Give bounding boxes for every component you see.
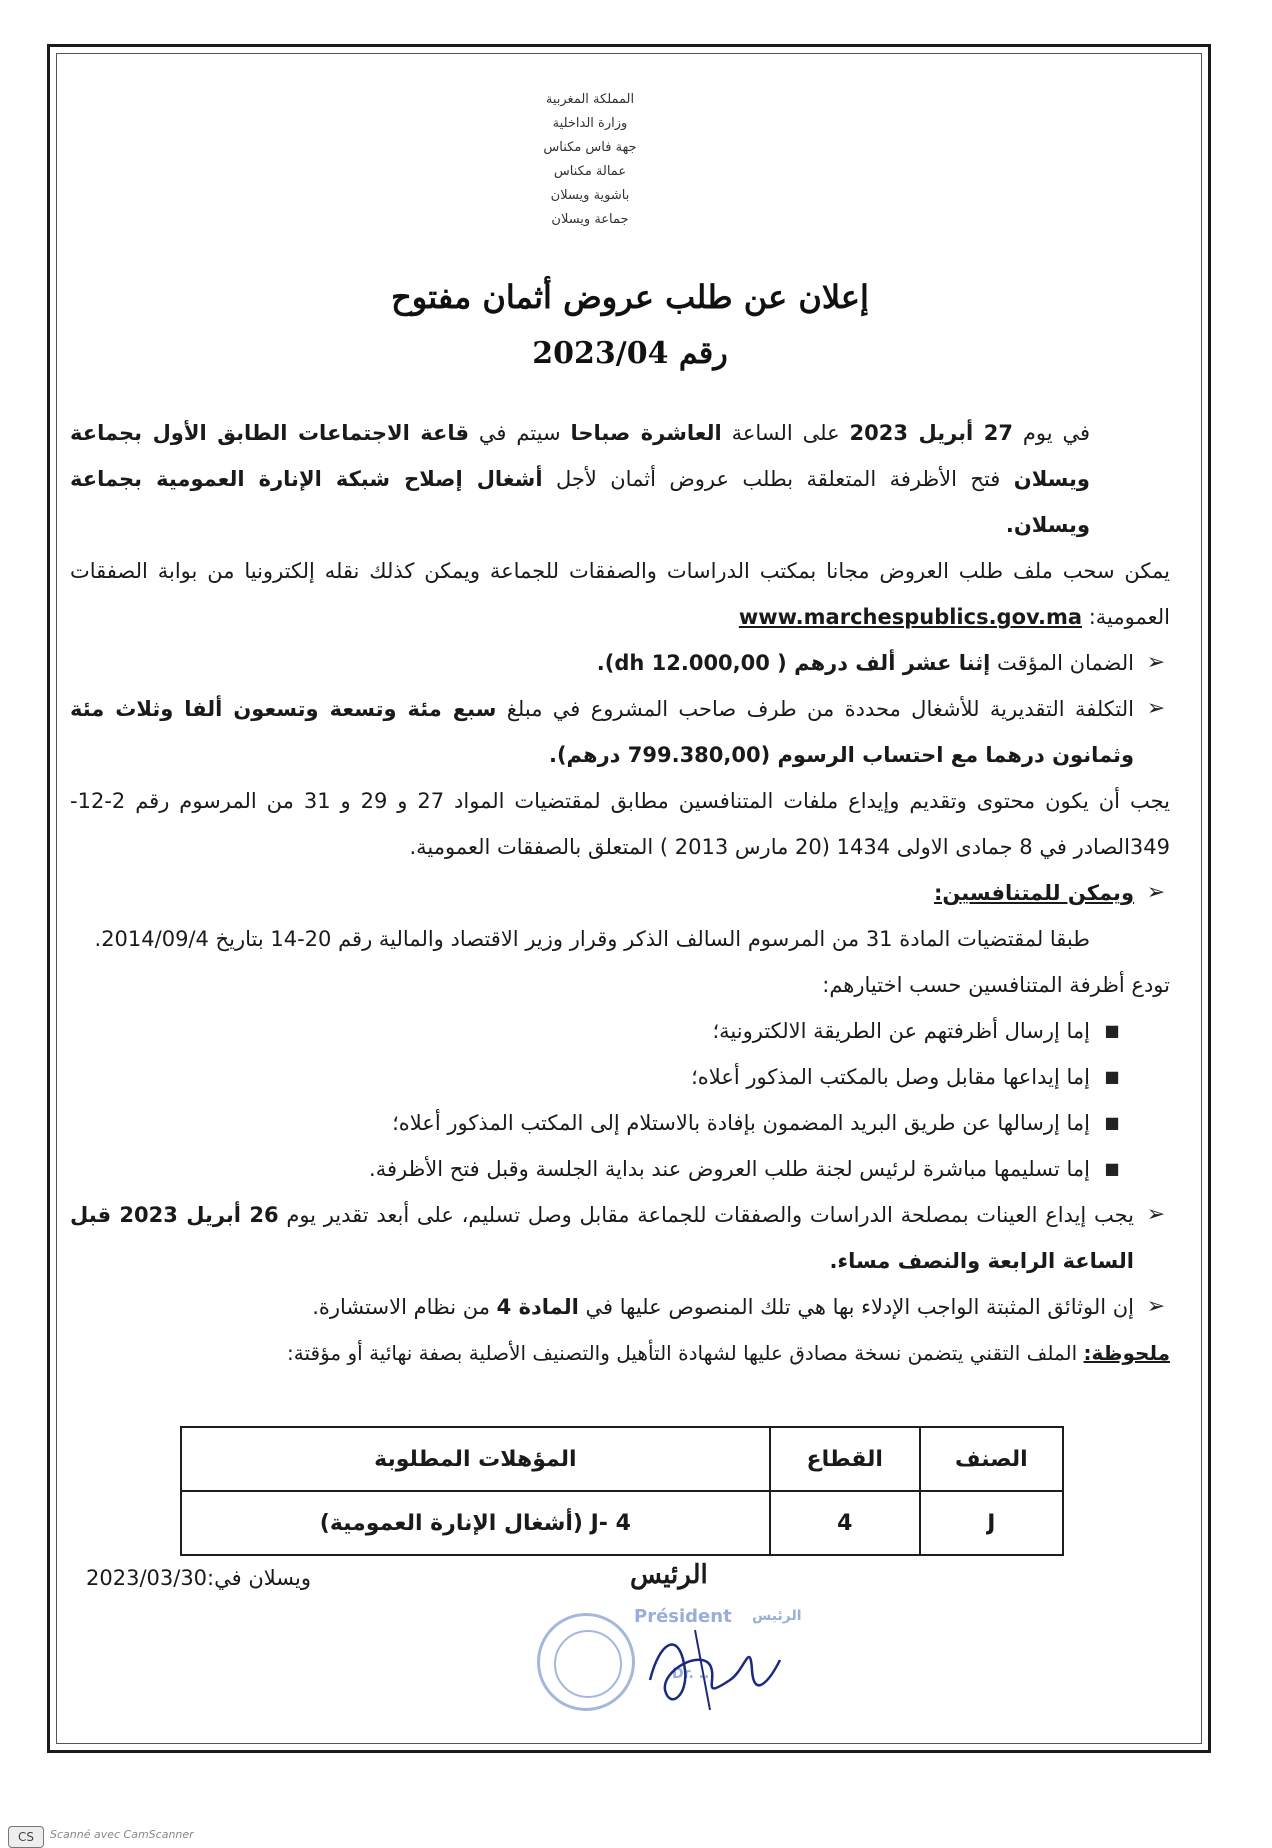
list-item: ■ إما تسليمها مباشرة لرئيس لجنة طلب العروض عند بداية الجلسة وقبل فتح الأظرفة.	[70, 1146, 1170, 1192]
handwritten-signature	[640, 1610, 790, 1720]
letterhead	[460, 88, 720, 232]
letterhead-line: وزارة الداخلية	[552, 116, 628, 131]
samples-item: ➢ يجب إيداع العينات بمصلحة الدراسات والصفقات للجماعة مقابل وصل تسليم، على أبعد تقدير يوم 26 أبريل 2023 قبل الساعة الرابعة والنصف مساء.	[70, 1192, 1170, 1284]
deposit-intro: تودع أظرفة المتنافسين حسب اختيارهم:	[822, 973, 1170, 997]
camscanner-logo: CS	[8, 1826, 44, 1848]
table-cell: 4	[770, 1491, 920, 1555]
square-bullet-icon: ■	[1104, 1113, 1120, 1132]
letterhead-line: عمالة مكناس	[553, 164, 627, 179]
svg-text:الرئيس: الرئيس	[752, 1608, 802, 1624]
table-header-cell: الصنف	[920, 1427, 1063, 1491]
svg-text:Président: Président	[634, 1606, 732, 1627]
competitors-heading: ➢ ويمكن للمتنافسين:	[70, 870, 1170, 916]
list-item: ■ إما إرسالها عن طريق البريد المضمون بإفادة بالاستلام إلى المكتب المذكور أعلاه؛	[70, 1100, 1170, 1146]
documents-item: ➢ إن الوثائق المثبتة الواجب الإدلاء بها هي تلك المنصوص عليها في المادة 4 من نظام الاستشارة.	[70, 1284, 1170, 1330]
arrow-bullet-icon: ➢	[1146, 1202, 1166, 1227]
list-item: ■ إما إيداعها مقابل وصل بالمكتب المذكور أعلاه؛	[70, 1054, 1170, 1100]
announcement-body	[70, 410, 1170, 1376]
table-header-cell: القطاع	[770, 1427, 920, 1491]
letterhead-line: المملكة المغربية	[545, 92, 635, 107]
square-bullet-icon: ■	[1104, 1159, 1120, 1178]
square-bullet-icon: ■	[1104, 1021, 1120, 1040]
content-paragraph: يجب أن يكون محتوى وتقديم وإيداع ملفات المتنافسين مطابق لمقتضيات المواد 27 و 29 و 31 من المرسوم رقم 2-12-349الصادر في 8 جمادى الاولى 1434 (20 مارس 2013 ) المتعلق بالصفقات العمومية.	[70, 789, 1170, 859]
table-header-row	[181, 1427, 1063, 1491]
table-row	[181, 1491, 1063, 1555]
guarantee-item: ➢ الضمان المؤقت إثنا عشر ألف درهم ( 12.000,00 dh).	[70, 640, 1170, 686]
document-title: إعلان عن طلب عروض أثمان مفتوح	[391, 278, 869, 316]
competitors-paragraph: طبقا لمقتضيات المادة 31 من المرسوم السالف الذكر وقرار وزير الاقتصاد والمالية رقم 20-14 بتاريخ 2014/09/4.	[94, 927, 1090, 951]
arrow-bullet-icon: ➢	[1146, 696, 1166, 721]
download-paragraph: يمكن سحب ملف طلب العروض مجانا بمكتب الدراسات والصفقات للجماعة ويمكن كذلك نقله إلكترونيا من بوابة الصفقات العمومية: www.marchespublics.gov.ma	[70, 559, 1170, 629]
letterhead-line: جهة فاس مكناس	[543, 140, 637, 155]
arrow-bullet-icon: ➢	[1146, 650, 1166, 675]
letterhead-line: باشوية ويسلان	[550, 188, 630, 203]
signatory-title: الرئيس	[630, 1560, 708, 1590]
table-header-cell: المؤهلات المطلوبة	[181, 1427, 770, 1491]
arrow-bullet-icon: ➢	[1146, 880, 1166, 905]
place-date: ويسلان في:2023/03/30	[86, 1566, 312, 1590]
square-bullet-icon: ■	[1104, 1067, 1120, 1086]
list-item: ■ إما إرسال أظرفتهم عن الطريقة الالكترونية؛	[70, 1008, 1170, 1054]
note-paragraph: ملحوظة: الملف التقني يتضمن نسخة مصادق عليها لشهادة التأهيل والتصنيف الأصلية بصفة نهائية أو مؤقتة:	[287, 1341, 1170, 1365]
official-seal-icon	[537, 1613, 635, 1711]
document-number: رقم 2023/04	[532, 336, 728, 371]
qualification-table	[180, 1426, 1064, 1556]
portal-link[interactable]: www.marchespublics.gov.ma	[738, 605, 1083, 629]
scanner-caption: Scanné avec CamScanner	[50, 1828, 194, 1841]
svg-text:Dr. ...: Dr. ...	[672, 1666, 715, 1682]
estimate-item: ➢ التكلفة التقديرية للأشغال محددة من طرف صاحب المشروع في مبلغ سبع مئة وتسعة وتسعون ألفا وثلاث مئة وثمانون درهما مع احتساب الرسوم (799.380,00 درهم).	[70, 686, 1170, 778]
table-cell: J- 4 (أشغال الإنارة العمومية)	[181, 1491, 770, 1555]
intro-paragraph: في يوم 27 أبريل 2023 على الساعة العاشرة صباحا سيتم في قاعة الاجتماعات الطابق الأول بجماعة ويسلان فتح الأظرفة المتعلقة بطلب عروض أثمان لأجل أشغال إصلاح شبكة الإنارة العمومية بجماعة ويسلان.	[70, 421, 1091, 537]
table-cell: J	[920, 1491, 1063, 1555]
arrow-bullet-icon: ➢	[1146, 1294, 1166, 1319]
letterhead-line: جماعة ويسلان	[551, 212, 629, 227]
